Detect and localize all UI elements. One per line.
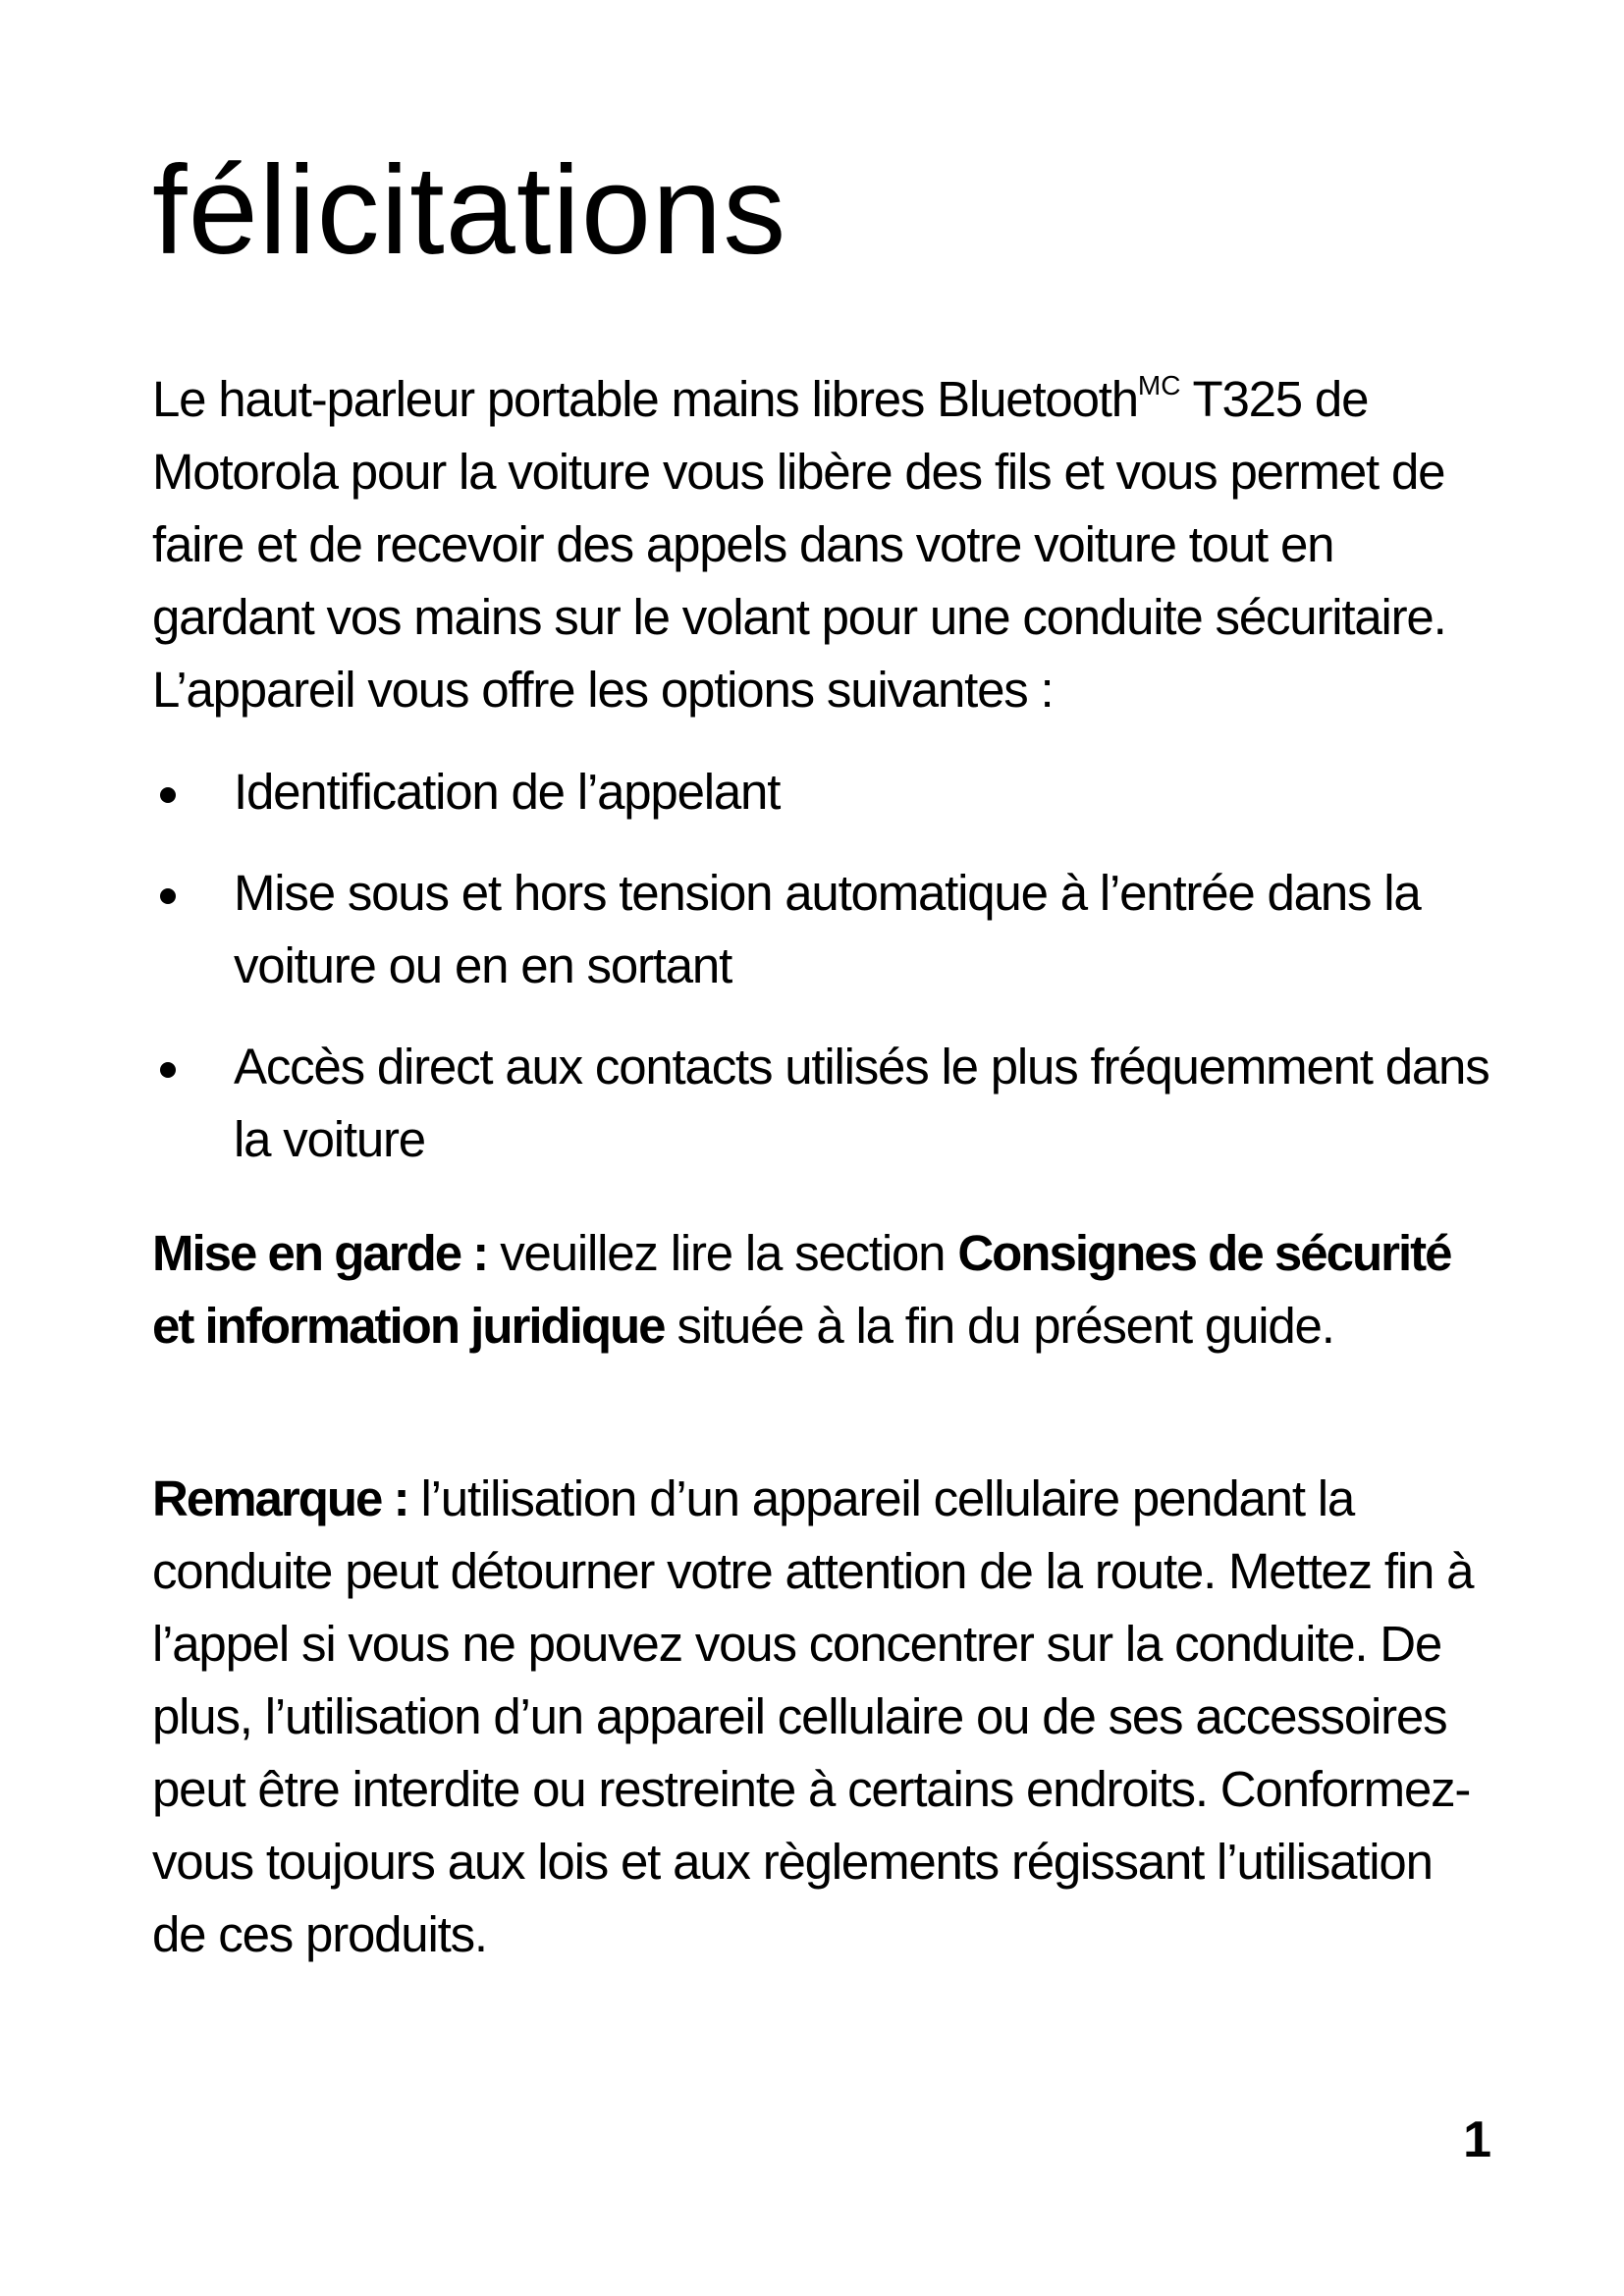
bullet-icon — [160, 1062, 176, 1078]
feature-list-item — [152, 756, 1497, 828]
caution-text: veuillez lire la section — [487, 1225, 958, 1281]
caution-paragraph — [152, 1217, 1497, 1362]
feature-text: Mise sous et hors tension automatique à l’entrée dans la voiture ou en en sortant — [234, 865, 1421, 993]
caution-text-end: située à la fin du présent guide. — [664, 1298, 1334, 1354]
feature-text: Accès direct aux contacts utilisés le plus fréquemment dans la voiture — [234, 1039, 1489, 1167]
bullet-icon — [160, 787, 176, 803]
intro-text-start: Le haut-parleur portable mains libres Bluetooth — [152, 371, 1138, 427]
feature-list-item — [152, 857, 1497, 1002]
note-label: Remarque : — [152, 1470, 408, 1526]
bullet-icon — [160, 888, 176, 904]
feature-list — [152, 756, 1497, 1204]
safety-section-reference: Consignes de sécurité et information juridique — [152, 1225, 1451, 1354]
feature-text: Identification de l’appelant — [234, 764, 781, 820]
note-paragraph — [152, 1463, 1497, 1971]
caution-label: Mise en garde : — [152, 1225, 488, 1281]
document-page — [152, 0, 1497, 2296]
note-text: l’utilisation d’un appareil cellulaire pendant la conduite peut détourner votre attention de la route. Mettez fin à l’appel si vous ne pouvez vous concentrer sur la conduite. De plus, l’utilisation d’un appareil cellulaire ou de ses accessoires peut être interdite ou restreinte à certains endroits. Conformez-vous toujours aux lois et aux règlements régissant l’utilisation de ces produits. — [152, 1470, 1474, 1962]
page-number: 1 — [1463, 2111, 1491, 2168]
page-title: félicitations — [152, 140, 787, 281]
intro-text-end: T325 de Motorola pour la voiture vous libère des fils et vous permet de faire et de recevoir des appels dans votre voiture tout en gardant vos mains sur le volant pour une conduite sécuritaire. L’appareil vous offre les options suivantes : — [152, 371, 1446, 718]
intro-paragraph — [152, 363, 1497, 726]
feature-list-item — [152, 1031, 1497, 1176]
trademark-mark: MC — [1137, 370, 1181, 400]
